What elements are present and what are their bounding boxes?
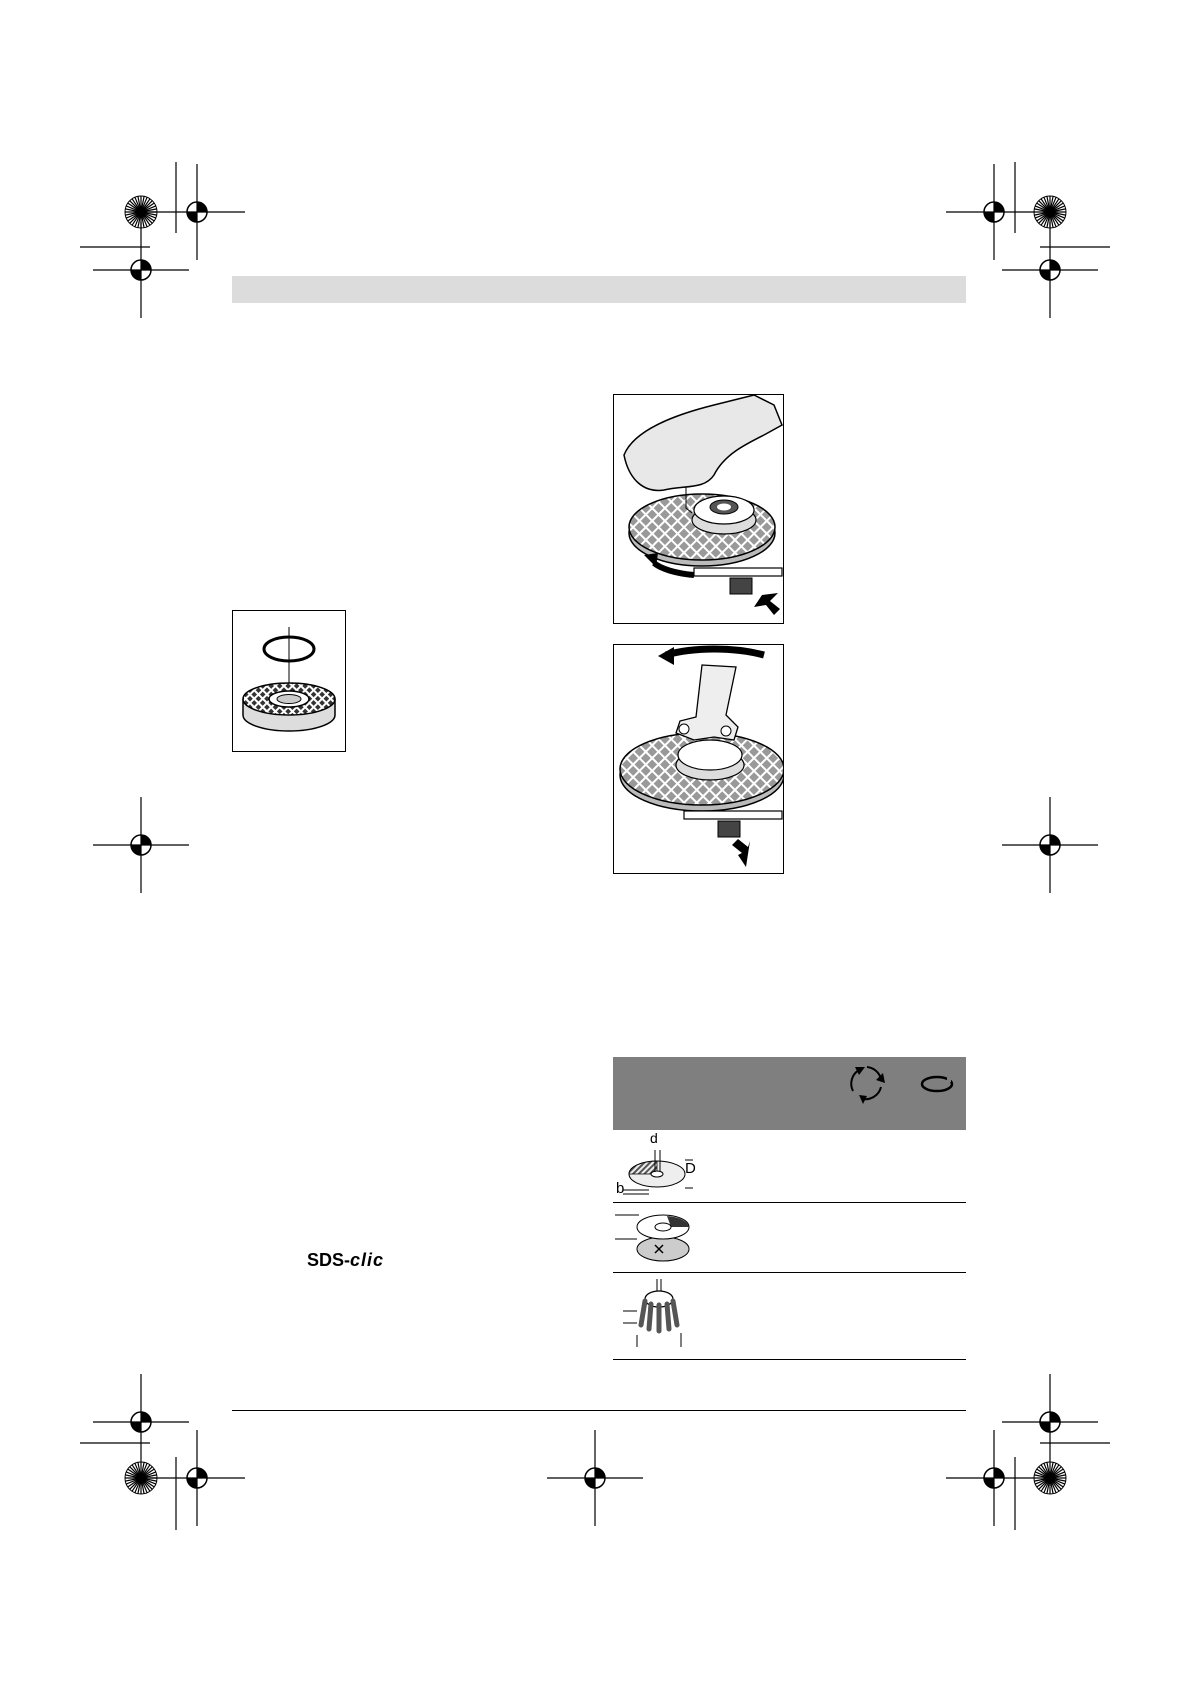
dimension-label-d: d: [650, 1130, 658, 1146]
header-bar: [232, 276, 966, 303]
cup-brush-icon: [623, 1277, 693, 1355]
rotation-arrows-icon: [845, 1061, 889, 1105]
table-header: [613, 1057, 966, 1130]
table-row: [613, 1130, 966, 1203]
figure-oring-flange: [232, 610, 346, 752]
ring-icon: [919, 1072, 955, 1096]
logo-prefix: SDS-: [307, 1250, 351, 1270]
figure-clamping-nut-hand: [613, 394, 784, 624]
dimension-label-b: b: [616, 1180, 625, 1197]
grinding-disc-icon: [615, 1209, 693, 1267]
sds-clic-logo: [307, 1250, 384, 1271]
footer-rule: [232, 1410, 966, 1411]
table-row: [613, 1273, 966, 1360]
logo-suffix: clic: [350, 1250, 385, 1270]
dimension-label-D: D: [685, 1160, 696, 1177]
table-row: [613, 1203, 966, 1273]
disposal-table: [613, 1057, 966, 1360]
figure-clamping-nut-spanner: [613, 644, 784, 874]
